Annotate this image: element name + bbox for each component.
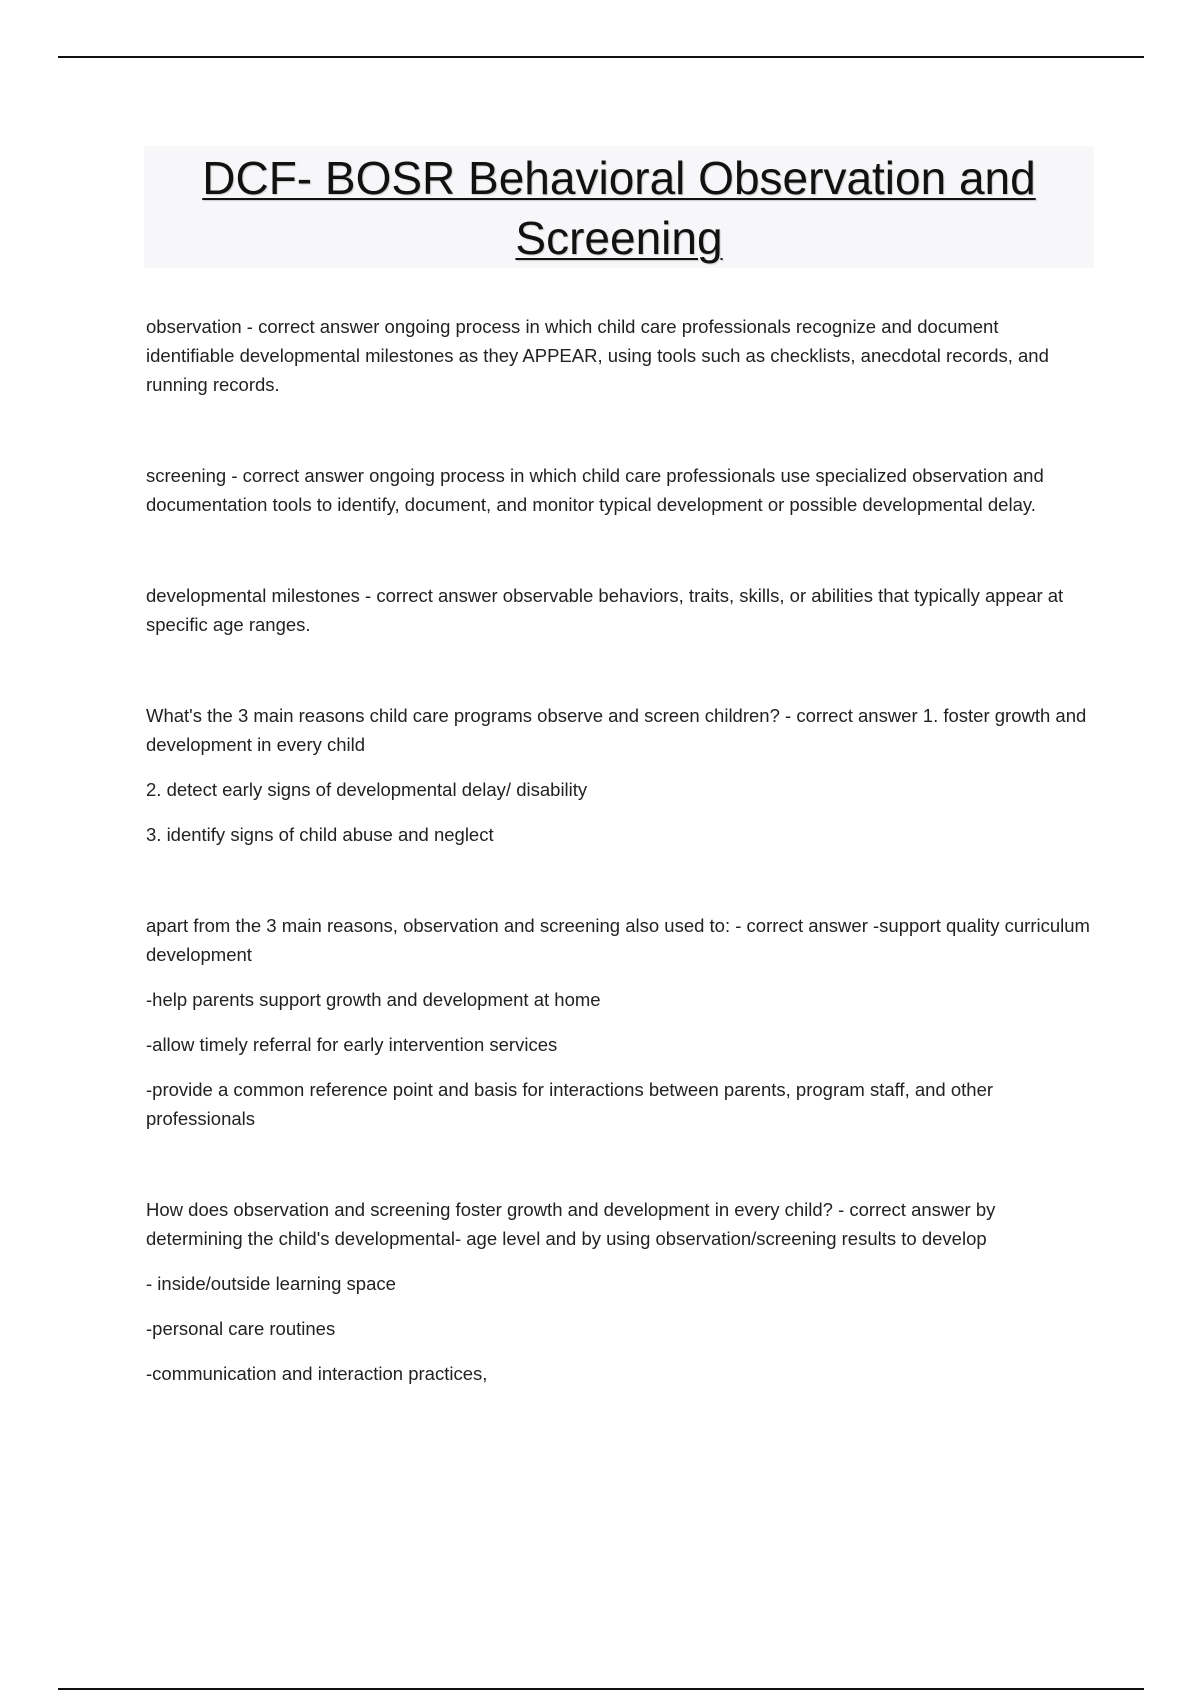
document-body <box>146 312 1091 1450</box>
qa-entry <box>146 312 1091 399</box>
qa-text: apart from the 3 main reasons, observation and screening also used to: - correct answer -support quality curriculum development <box>146 915 1090 965</box>
qa-list-line: -help parents support growth and development at home <box>146 989 601 1010</box>
qa-entry <box>146 1195 1091 1388</box>
qa-list-line: - inside/outside learning space <box>146 1273 396 1294</box>
qa-entry <box>146 461 1091 519</box>
qa-text: developmental milestones - correct answer observable behaviors, traits, skills, or abilities that typically appear at specific age ranges. <box>146 585 1064 635</box>
title-banner <box>144 146 1094 268</box>
qa-list-line: 2. detect early signs of developmental delay/ disability <box>146 779 588 800</box>
qa-entry <box>146 701 1091 849</box>
qa-list-line: -personal care routines <box>146 1318 336 1339</box>
top-rule <box>58 56 1144 58</box>
qa-text: How does observation and screening foster growth and development in every child? - correct answer by determining the child's developmental- age level and by using observation/screening results to develop <box>146 1199 996 1249</box>
qa-list-line: 3. identify signs of child abuse and neglect <box>146 824 494 845</box>
qa-entry <box>146 581 1091 639</box>
qa-text: screening - correct answer ongoing process in which child care professionals use specialized observation and documentation tools to identify, document, and monitor typical development or possible developmental delay. <box>146 465 1044 515</box>
qa-text: observation - correct answer ongoing process in which child care professionals recognize and document identifiable developmental milestones as they APPEAR, using tools such as checklists, anecdotal records, and running records. <box>146 316 1049 395</box>
document-title: DCF- BOSR Behavioral Observation and Screening <box>202 152 1036 264</box>
qa-text: What's the 3 main reasons child care programs observe and screen children? - correct answer 1. foster growth and development in every child <box>146 705 1087 755</box>
qa-list-line: -provide a common reference point and basis for interactions between parents, program staff, and other professionals <box>146 1079 994 1129</box>
bottom-rule <box>58 1688 1144 1690</box>
qa-list-line: -allow timely referral for early intervention services <box>146 1034 558 1055</box>
qa-entry <box>146 911 1091 1133</box>
qa-list-line: -communication and interaction practices, <box>146 1363 488 1384</box>
